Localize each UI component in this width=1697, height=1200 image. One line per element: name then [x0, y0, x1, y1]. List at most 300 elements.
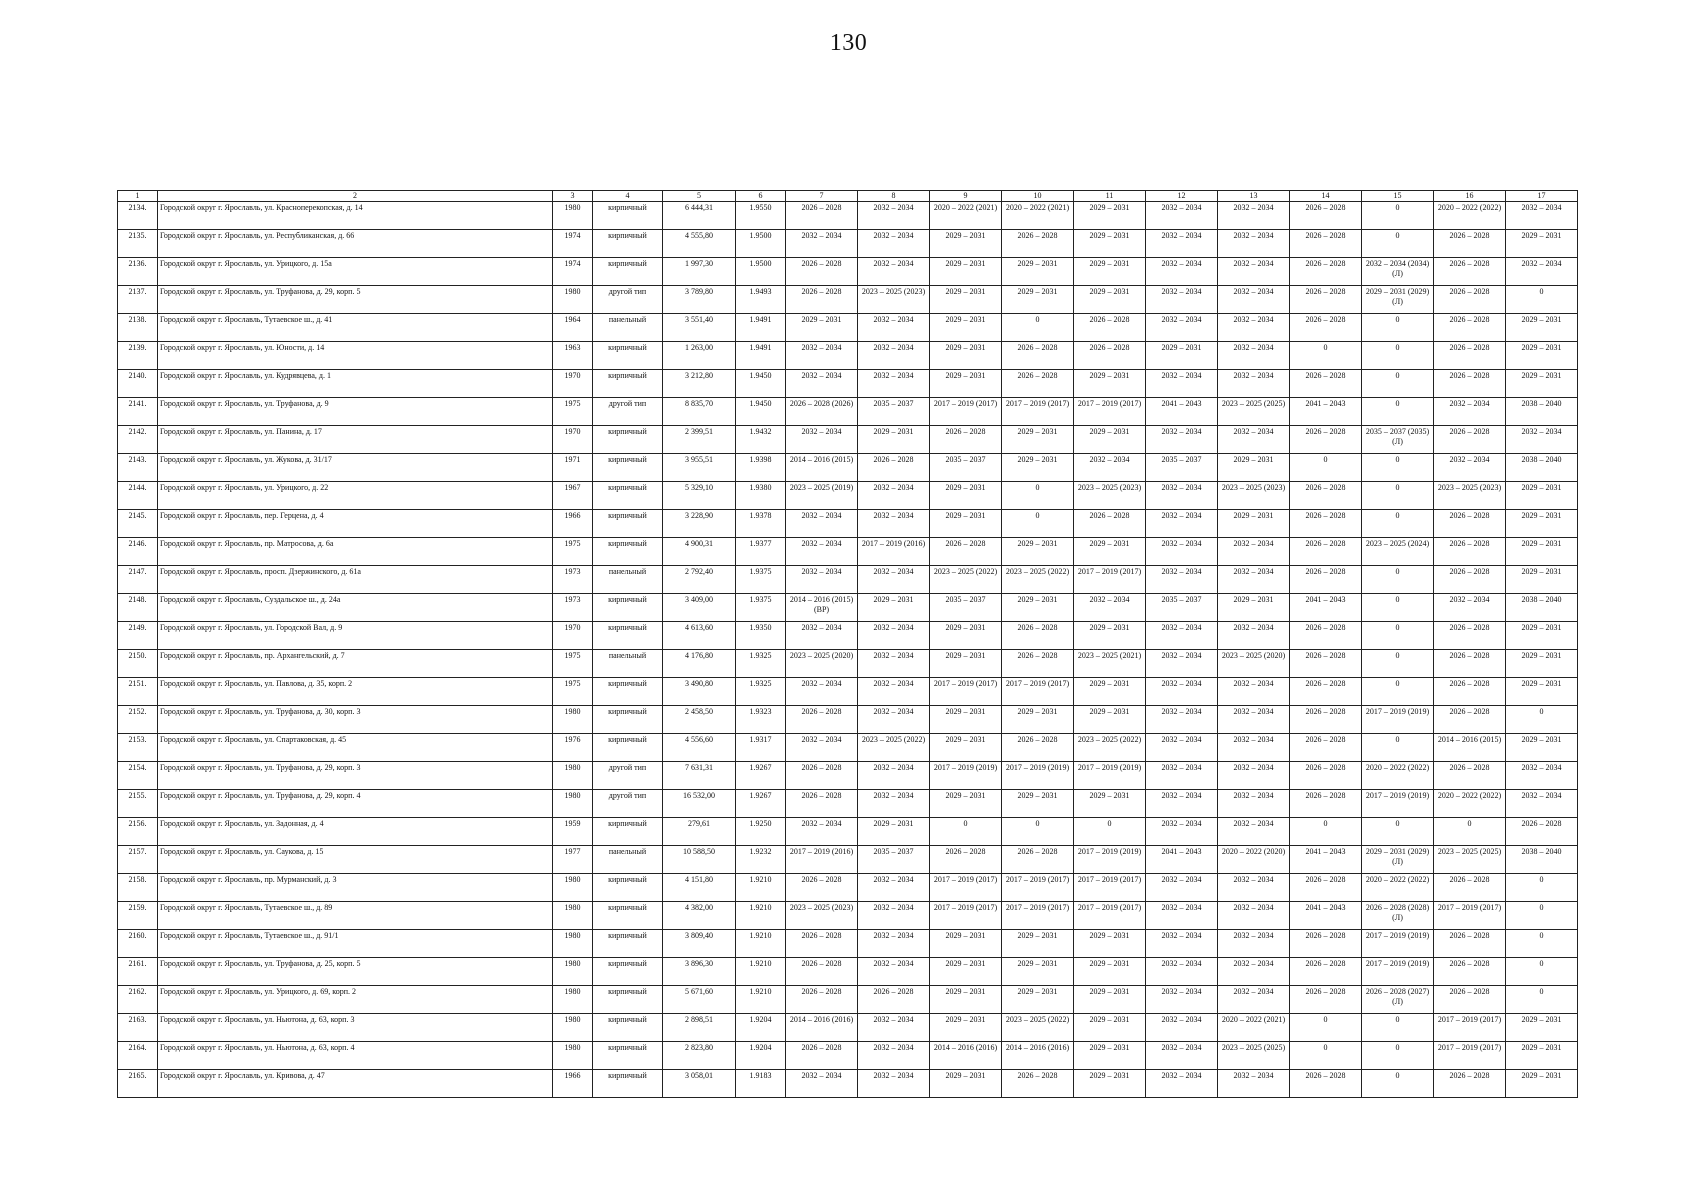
table-cell: 2041 – 2043	[1290, 398, 1362, 426]
table-cell: 2026 – 2028	[1434, 930, 1506, 958]
table-cell: 2035 – 2037	[858, 846, 930, 874]
table-row	[118, 902, 1578, 930]
column-header: 10	[1002, 191, 1074, 202]
row-number-cell: 2152.	[118, 706, 158, 734]
table-cell: 2026 – 2028	[1290, 734, 1362, 762]
table-cell: 2014 – 2016 (2016)	[930, 1042, 1002, 1070]
table-cell: 2020 – 2022 (2021)	[1002, 202, 1074, 230]
table-cell: 2029 – 2031	[1002, 706, 1074, 734]
table-row	[118, 818, 1578, 846]
table-cell: 0	[1290, 454, 1362, 482]
row-number-cell: 2147.	[118, 566, 158, 594]
table-cell: 2029 – 2031	[930, 706, 1002, 734]
table-cell: 2026 – 2028	[1434, 706, 1506, 734]
table-cell: кирпичный	[593, 958, 663, 986]
table-cell: 0	[1362, 370, 1434, 398]
table-cell: 2026 – 2028	[930, 846, 1002, 874]
table-cell: 0	[1362, 622, 1434, 650]
table-cell: кирпичный	[593, 510, 663, 538]
table-row	[118, 846, 1578, 874]
row-number-cell: 2157.	[118, 846, 158, 874]
address-cell: Городской округ г. Ярославль, пр. Матросова, д. 6а	[158, 538, 553, 566]
table-cell: 2029 – 2031	[1506, 678, 1578, 706]
table-cell: кирпичный	[593, 622, 663, 650]
table-row	[118, 202, 1578, 230]
address-cell: Городской округ г. Ярославль, ул. Красноперекопская, д. 14	[158, 202, 553, 230]
table-cell: 1.9325	[736, 650, 786, 678]
table-cell: 2017 – 2019 (2019)	[1074, 846, 1146, 874]
table-cell: кирпичный	[593, 874, 663, 902]
address-cell: Городской округ г. Ярославль, пер. Герцена, д. 4	[158, 510, 553, 538]
table-cell: 2032 – 2034	[786, 342, 858, 370]
table-row	[118, 986, 1578, 1014]
table-cell: 2032 – 2034	[858, 790, 930, 818]
table-row	[118, 678, 1578, 706]
table-cell: 2026 – 2028	[1434, 1070, 1506, 1098]
table-cell: 2029 – 2031	[1002, 790, 1074, 818]
table-cell: панельный	[593, 314, 663, 342]
table-cell: 1964	[553, 314, 593, 342]
column-header: 17	[1506, 191, 1578, 202]
table-cell: 2 823,80	[663, 1042, 736, 1070]
table-cell: 2041 – 2043	[1146, 398, 1218, 426]
table-cell: 2029 – 2031	[1506, 734, 1578, 762]
table-cell: 2032 – 2034	[1218, 762, 1290, 790]
table-cell: 2032 – 2034	[858, 370, 930, 398]
table-cell: 0	[1362, 454, 1434, 482]
table-cell: 2 458,50	[663, 706, 736, 734]
table-cell: 2032 – 2034	[858, 258, 930, 286]
table-cell: 2020 – 2022 (2022)	[1434, 202, 1506, 230]
table-cell: 1.9550	[736, 202, 786, 230]
table-cell: 1.9500	[736, 258, 786, 286]
table-cell: 2029 – 2031	[1506, 510, 1578, 538]
table-cell: 2026 – 2028	[1002, 230, 1074, 258]
table-cell: 2029 – 2031	[930, 1014, 1002, 1042]
table-cell: 1975	[553, 650, 593, 678]
table-cell: 2032 – 2034	[1218, 258, 1290, 286]
table-cell: 2020 – 2022 (2022)	[1362, 762, 1434, 790]
table-cell: 2032 – 2034	[786, 510, 858, 538]
table-cell: 2023 – 2025 (2022)	[930, 566, 1002, 594]
table-cell: 2026 – 2028	[1074, 314, 1146, 342]
table-cell: 0	[1362, 650, 1434, 678]
column-header: 8	[858, 191, 930, 202]
column-header: 2	[158, 191, 553, 202]
table-cell: кирпичный	[593, 594, 663, 622]
table-cell: 1980	[553, 874, 593, 902]
table-cell: 1973	[553, 566, 593, 594]
table-cell: 2026 – 2028	[1434, 678, 1506, 706]
table-cell: 2014 – 2016 (2015) (ВР)	[786, 594, 858, 622]
table-cell: 1971	[553, 454, 593, 482]
table-cell: другой тип	[593, 398, 663, 426]
row-number-cell: 2164.	[118, 1042, 158, 1070]
table-cell: 2 898,51	[663, 1014, 736, 1042]
table-cell: 2029 – 2031	[1074, 706, 1146, 734]
column-header: 4	[593, 191, 663, 202]
table-cell: 2014 – 2016 (2016)	[1002, 1042, 1074, 1070]
table-cell: 2026 – 2028	[786, 790, 858, 818]
table-cell: кирпичный	[593, 678, 663, 706]
table-row	[118, 398, 1578, 426]
column-header: 1	[118, 191, 158, 202]
table-cell: 2029 – 2031	[1074, 790, 1146, 818]
table-cell: 2026 – 2028	[1002, 1070, 1074, 1098]
table-cell: 2017 – 2019 (2017)	[1434, 1042, 1506, 1070]
table-row	[118, 342, 1578, 370]
table-cell: 2026 – 2028	[1290, 510, 1362, 538]
table-cell: 2026 – 2028	[1434, 958, 1506, 986]
table-cell: 2032 – 2034	[1506, 202, 1578, 230]
table-cell: 2029 – 2031	[1506, 314, 1578, 342]
table-cell: 2041 – 2043	[1290, 846, 1362, 874]
column-header: 16	[1434, 191, 1506, 202]
table-cell: 2029 – 2031	[930, 958, 1002, 986]
table-cell: 2032 – 2034	[786, 538, 858, 566]
table-cell: 4 555,80	[663, 230, 736, 258]
table-cell: 1.9491	[736, 342, 786, 370]
table-cell: 2026 – 2028	[786, 874, 858, 902]
housing-table	[117, 190, 1578, 1098]
address-cell: Городской округ г. Ярославль, ул. Жукова, д. 31/17	[158, 454, 553, 482]
table-row	[118, 762, 1578, 790]
table-cell: кирпичный	[593, 734, 663, 762]
table-cell: 2029 – 2031	[1506, 538, 1578, 566]
table-cell: 2032 – 2034	[1218, 790, 1290, 818]
table-cell: 1.9183	[736, 1070, 786, 1098]
table-cell: 4 556,60	[663, 734, 736, 762]
table-cell: кирпичный	[593, 1070, 663, 1098]
table-cell: 2026 – 2028	[1290, 426, 1362, 454]
table-cell: 2032 – 2034	[858, 1014, 930, 1042]
table-cell: 2029 – 2031	[1074, 202, 1146, 230]
table-cell: 2017 – 2019 (2017)	[930, 874, 1002, 902]
table-cell: 0	[1002, 818, 1074, 846]
table-cell: 2032 – 2034	[858, 482, 930, 510]
table-cell: 0	[1362, 314, 1434, 342]
table-cell: 2029 – 2031	[930, 342, 1002, 370]
table-cell: 1.9432	[736, 426, 786, 454]
table-cell: 2032 – 2034	[1218, 678, 1290, 706]
table-cell: 2029 – 2031	[1074, 958, 1146, 986]
table-cell: 2014 – 2016 (2015)	[1434, 734, 1506, 762]
table-cell: 2026 – 2028	[1434, 650, 1506, 678]
table-cell: 2026 – 2028	[858, 986, 930, 1014]
table-cell: 2029 – 2031	[1074, 622, 1146, 650]
table-cell: 2026 – 2028	[1290, 286, 1362, 314]
table-cell: 1.9250	[736, 818, 786, 846]
table-cell: 2032 – 2034	[786, 230, 858, 258]
table-row	[118, 454, 1578, 482]
table-cell: 2035 – 2037	[930, 454, 1002, 482]
table-cell: 2032 – 2034	[1218, 202, 1290, 230]
table-row	[118, 1042, 1578, 1070]
table-cell: 2029 – 2031	[1002, 986, 1074, 1014]
table-cell: 2032 – 2034	[786, 734, 858, 762]
table-cell: 1.9325	[736, 678, 786, 706]
table-cell: 2032 – 2034	[858, 342, 930, 370]
table-cell: 2029 – 2031	[1074, 1042, 1146, 1070]
table-cell: 2032 – 2034	[1218, 734, 1290, 762]
column-header: 3	[553, 191, 593, 202]
column-header: 11	[1074, 191, 1146, 202]
table-cell: 2020 – 2022 (2021)	[1218, 1014, 1290, 1042]
table-cell: 2032 – 2034	[1218, 874, 1290, 902]
table-cell: 2032 – 2034	[1218, 314, 1290, 342]
column-header: 12	[1146, 191, 1218, 202]
table-cell: 2032 – 2034	[1146, 566, 1218, 594]
table-cell: 2017 – 2019 (2017)	[1074, 902, 1146, 930]
row-number-cell: 2144.	[118, 482, 158, 510]
table-cell: 2032 – 2034	[1146, 902, 1218, 930]
table-cell: 1980	[553, 1014, 593, 1042]
table-cell: 1.9267	[736, 790, 786, 818]
address-cell: Городской округ г. Ярославль, ул. Урицкого, д. 15а	[158, 258, 553, 286]
table-cell: 2026 – 2028	[1290, 706, 1362, 734]
table-cell: 4 176,80	[663, 650, 736, 678]
table-cell: 2017 – 2019 (2016)	[858, 538, 930, 566]
table-row	[118, 622, 1578, 650]
address-cell: Городской округ г. Ярославль, ул. Ньютона, д. 63, корп. 3	[158, 1014, 553, 1042]
table-cell: 2029 – 2031	[1506, 566, 1578, 594]
row-number-cell: 2151.	[118, 678, 158, 706]
table-row	[118, 510, 1578, 538]
table-cell: 2026 – 2028	[858, 454, 930, 482]
table-header-row	[118, 191, 1578, 202]
address-cell: Городской округ г. Ярославль, ул. Труфанова, д. 9	[158, 398, 553, 426]
address-cell: Городской округ г. Ярославль, пр. Мурманский, д. 3	[158, 874, 553, 902]
table-row	[118, 930, 1578, 958]
table-row	[118, 538, 1578, 566]
address-cell: Городской округ г. Ярославль, ул. Ньютона, д. 63, корп. 4	[158, 1042, 553, 1070]
table-cell: кирпичный	[593, 230, 663, 258]
table-cell: 2026 – 2028	[786, 986, 858, 1014]
table-cell: 2029 – 2031	[858, 594, 930, 622]
table-cell: 2032 – 2034	[1218, 342, 1290, 370]
table-cell: 2029 – 2031	[1074, 258, 1146, 286]
table-cell: 1980	[553, 762, 593, 790]
table-cell: 1980	[553, 958, 593, 986]
table-row	[118, 370, 1578, 398]
table-cell: 8 835,70	[663, 398, 736, 426]
table-cell: 2032 – 2034	[858, 874, 930, 902]
table-cell: 4 382,00	[663, 902, 736, 930]
table-cell: 0	[1362, 398, 1434, 426]
table-cell: 0	[1362, 734, 1434, 762]
table-cell: 2032 – 2034	[858, 230, 930, 258]
table-cell: 2017 – 2019 (2019)	[1362, 958, 1434, 986]
table-row	[118, 874, 1578, 902]
table-row	[118, 958, 1578, 986]
table-cell: 2041 – 2043	[1290, 902, 1362, 930]
table-row	[118, 482, 1578, 510]
table-cell: 7 631,31	[663, 762, 736, 790]
table-cell: 1.9491	[736, 314, 786, 342]
table-cell: 2026 – 2028	[930, 538, 1002, 566]
table-cell: 2017 – 2019 (2019)	[1074, 762, 1146, 790]
table-cell: 2032 – 2034	[1218, 958, 1290, 986]
table-cell: 2026 – 2028	[1290, 958, 1362, 986]
table-cell: 1980	[553, 1042, 593, 1070]
table-cell: 2026 – 2028 (2026)	[786, 398, 858, 426]
row-number-cell: 2142.	[118, 426, 158, 454]
table-cell: 0	[1362, 202, 1434, 230]
table-cell: 1974	[553, 230, 593, 258]
table-row	[118, 1014, 1578, 1042]
address-cell: Городской округ г. Ярославль, ул. Труфанова, д. 29, корп. 3	[158, 762, 553, 790]
table-cell: 0	[1362, 678, 1434, 706]
table-cell: 2032 – 2034	[1218, 902, 1290, 930]
table-cell: 2032 – 2034	[1146, 874, 1218, 902]
address-cell: Городской округ г. Ярославль, ул. Труфанова, д. 25, корп. 5	[158, 958, 553, 986]
table-cell: 2029 – 2031	[930, 510, 1002, 538]
table-cell: 2017 – 2019 (2017)	[1002, 398, 1074, 426]
table-cell: 0	[1290, 818, 1362, 846]
table-cell: 2032 – 2034	[1146, 762, 1218, 790]
table-cell: 2032 – 2034	[858, 566, 930, 594]
table-cell: 2026 – 2028	[1074, 342, 1146, 370]
table-cell: 2032 – 2034	[1146, 510, 1218, 538]
table-cell: 2032 – 2034	[858, 902, 930, 930]
table-cell: 2032 – 2034	[1434, 454, 1506, 482]
table-cell: 2026 – 2028	[786, 762, 858, 790]
table-cell: 2035 – 2037	[1146, 594, 1218, 622]
column-header: 13	[1218, 191, 1290, 202]
table-cell: 1975	[553, 398, 593, 426]
table-row	[118, 258, 1578, 286]
table-cell: 0	[1290, 342, 1362, 370]
table-cell: кирпичный	[593, 454, 663, 482]
table-cell: 2032 – 2034	[858, 1042, 930, 1070]
table-cell: 2029 – 2031	[1074, 1070, 1146, 1098]
table-cell: 2032 – 2034	[1146, 958, 1218, 986]
table-cell: 2029 – 2031	[1218, 510, 1290, 538]
table-cell: 2029 – 2031	[930, 258, 1002, 286]
table-cell: 1.9398	[736, 454, 786, 482]
table-row	[118, 314, 1578, 342]
table-cell: 2032 – 2034	[1146, 1014, 1218, 1042]
table-cell: 2029 – 2031	[1218, 454, 1290, 482]
table-cell: 1980	[553, 986, 593, 1014]
table-cell: 2032 – 2034	[1506, 790, 1578, 818]
address-cell: Городской округ г. Ярославль, Тутаевское ш., д. 91/1	[158, 930, 553, 958]
table-cell: 2026 – 2028	[1290, 370, 1362, 398]
table-cell: 2029 – 2031	[930, 790, 1002, 818]
table-cell: 2029 – 2031	[1074, 426, 1146, 454]
table-cell: 2035 – 2037	[930, 594, 1002, 622]
table-cell: 0	[1362, 1070, 1434, 1098]
table-cell: 1.9210	[736, 986, 786, 1014]
column-header: 5	[663, 191, 736, 202]
table-cell: 4 151,80	[663, 874, 736, 902]
table-cell: 2029 – 2031	[930, 930, 1002, 958]
table-cell: 2032 – 2034	[1146, 314, 1218, 342]
table-cell: 3 058,01	[663, 1070, 736, 1098]
table-cell: 1967	[553, 482, 593, 510]
table-cell: 2026 – 2028	[1434, 538, 1506, 566]
row-number-cell: 2159.	[118, 902, 158, 930]
table-cell: 2029 – 2031	[1074, 678, 1146, 706]
table-cell: 2026 – 2028	[1434, 286, 1506, 314]
table-cell: 2032 – 2034	[1218, 566, 1290, 594]
table-cell: 1.9375	[736, 594, 786, 622]
table-cell: 2023 – 2025 (2024)	[1362, 538, 1434, 566]
table-cell: 0	[1362, 510, 1434, 538]
address-cell: Городской округ г. Ярославль, ул. Кудрявцева, д. 1	[158, 370, 553, 398]
table-cell: 2032 – 2034	[1146, 678, 1218, 706]
address-cell: Городской округ г. Ярославль, ул. Кривова, д. 47	[158, 1070, 553, 1098]
table-cell: 2032 – 2034	[786, 678, 858, 706]
table-cell: 2032 – 2034	[1146, 790, 1218, 818]
table-cell: 2023 – 2025 (2023)	[786, 902, 858, 930]
table-body	[118, 202, 1578, 1098]
table-cell: 1.9210	[736, 874, 786, 902]
table-cell: 2029 – 2031	[930, 1070, 1002, 1098]
table-cell: 2026 – 2028	[1290, 538, 1362, 566]
table-cell: кирпичный	[593, 482, 663, 510]
table-cell: 2026 – 2028	[1290, 762, 1362, 790]
table-cell: 0	[1362, 482, 1434, 510]
table-cell: 2023 – 2025 (2022)	[1002, 1014, 1074, 1042]
table-cell: 6 444,31	[663, 202, 736, 230]
table-cell: 2023 – 2025 (2025)	[1218, 1042, 1290, 1070]
table-cell: 2032 – 2034	[1074, 594, 1146, 622]
table-cell: 2032 – 2034	[786, 426, 858, 454]
table-cell: 0	[1362, 566, 1434, 594]
table-cell: 2026 – 2028	[786, 202, 858, 230]
table-cell: 2029 – 2031	[930, 314, 1002, 342]
table-cell: 2032 – 2034	[1146, 538, 1218, 566]
table-cell: 1980	[553, 930, 593, 958]
table-cell: 2023 – 2025 (2025)	[1218, 398, 1290, 426]
row-number-cell: 2135.	[118, 230, 158, 258]
table-cell: 2032 – 2034	[1146, 202, 1218, 230]
table-cell: 0	[1506, 986, 1578, 1014]
table-cell: 2032 – 2034	[786, 566, 858, 594]
table-cell: 2023 – 2025 (2023)	[858, 286, 930, 314]
row-number-cell: 2154.	[118, 762, 158, 790]
table-cell: 2032 – 2034	[1434, 398, 1506, 426]
table-cell: 2029 – 2031	[1074, 986, 1146, 1014]
table-cell: 1.9378	[736, 510, 786, 538]
column-header: 7	[786, 191, 858, 202]
row-number-cell: 2155.	[118, 790, 158, 818]
table-cell: 2026 – 2028	[1002, 846, 1074, 874]
table-cell: 1980	[553, 706, 593, 734]
address-cell: Городской округ г. Ярославль, ул. Павлова, д. 35, корп. 2	[158, 678, 553, 706]
table-cell: 2032 – 2034	[1146, 930, 1218, 958]
table-cell: 3 809,40	[663, 930, 736, 958]
table-cell: 2032 – 2034	[1146, 818, 1218, 846]
table-cell: 2032 – 2034	[1146, 1070, 1218, 1098]
address-cell: Городской округ г. Ярославль, ул. Урицкого, д. 69, корп. 2	[158, 986, 553, 1014]
table-cell: 2032 – 2034	[858, 706, 930, 734]
table-cell: 2035 – 2037	[858, 398, 930, 426]
row-number-cell: 2145.	[118, 510, 158, 538]
table-cell: 0	[1362, 230, 1434, 258]
table-cell: 1.9317	[736, 734, 786, 762]
address-cell: Городской округ г. Ярославль, Суздальское ш., д. 24а	[158, 594, 553, 622]
column-header: 14	[1290, 191, 1362, 202]
table-cell: 0	[1506, 902, 1578, 930]
table-cell: 2026 – 2028	[786, 706, 858, 734]
table-cell: 2023 – 2025 (2022)	[1074, 734, 1146, 762]
table-cell: 2029 – 2031	[1506, 1070, 1578, 1098]
table-cell: кирпичный	[593, 370, 663, 398]
table-cell: 2017 – 2019 (2019)	[1002, 762, 1074, 790]
address-cell: Городской округ г. Ярославль, пр. Архангельский, д. 7	[158, 650, 553, 678]
